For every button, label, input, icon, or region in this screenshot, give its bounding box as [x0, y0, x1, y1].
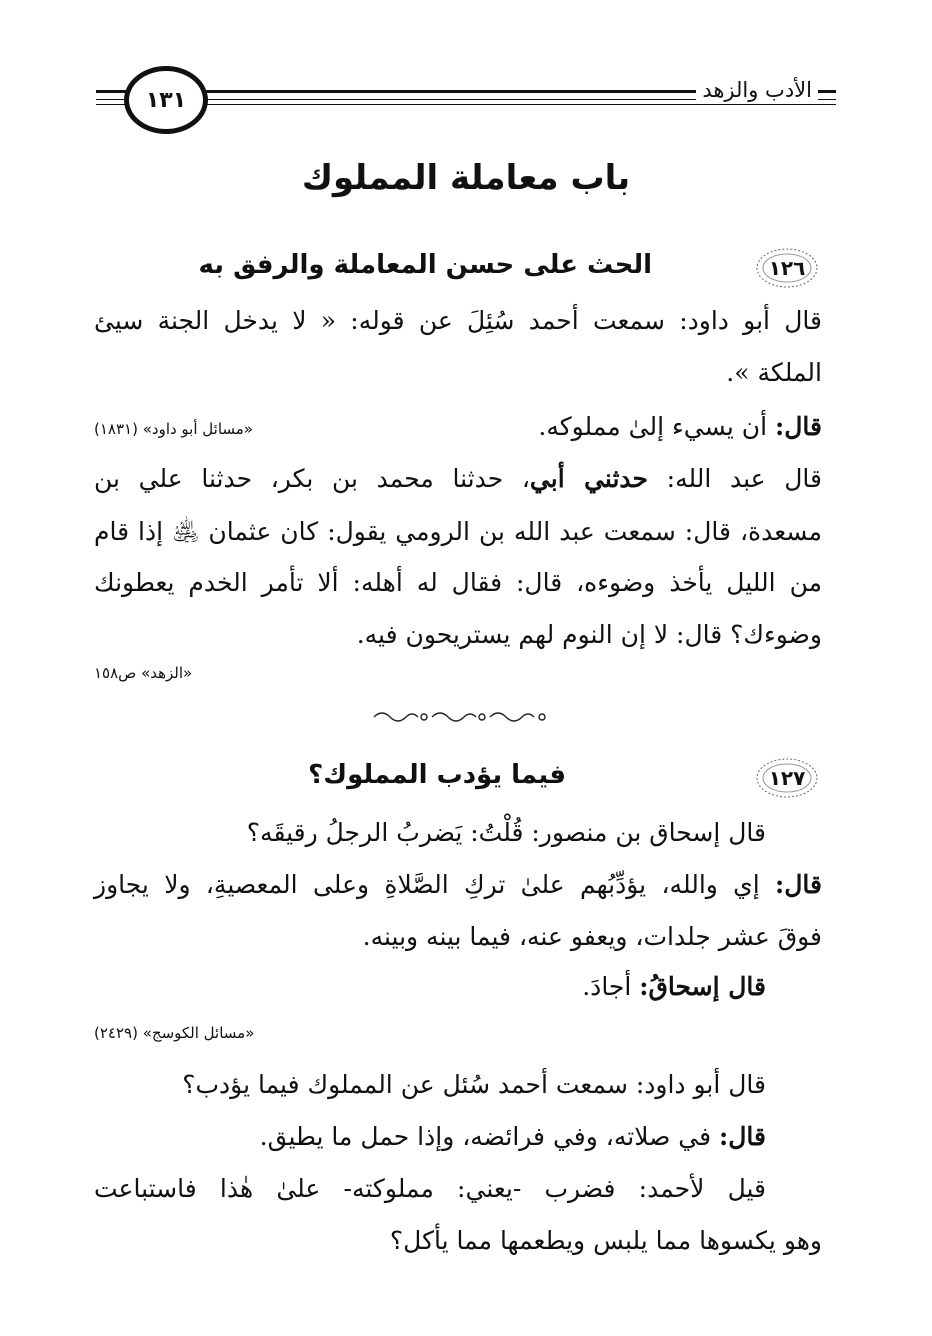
text-fragment: قال عبد الله: — [648, 464, 822, 493]
text-line: فوقَ عشر جلدات، ويعفو عنه، فيما بينه وبينه. — [362, 922, 822, 951]
text-line: قال أبو داود: سمعت أحمد سُئِلَ عن قوله: « لا يدخل الجنة سيئ — [94, 306, 822, 335]
section-number-badge — [754, 756, 820, 800]
ornament-divider-icon — [366, 706, 566, 728]
running-title: الأدب والزهد — [696, 78, 818, 102]
section-title: فيما يؤدب المملوك؟ — [308, 760, 566, 790]
page-number: ١٣١ — [124, 66, 208, 134]
section-number-badge — [754, 246, 820, 290]
chapter-title: باب معاملة المملوك — [301, 158, 631, 198]
text-line: قال إسحاق بن منصور: قُلْتُ: يَضربُ الرجلُ رقيقَه؟ — [246, 818, 766, 847]
text-line: من الليل يأخذ وضوءه، قال: فقال له أهله: ألا تأمر الخدم يعطونك — [94, 568, 822, 597]
text-line: الملكة ». — [726, 358, 822, 387]
text-line: وهو يكسوها مما يلبس ويطعمها مما يأكل؟ — [389, 1226, 822, 1255]
quote-text: أن يسيء إلىٰ مملوكه. — [538, 412, 776, 441]
section-number: ١٢٦ — [768, 256, 806, 280]
text-fragment: ، حدثنا محمد بن بكر، حدثنا علي بن — [94, 464, 530, 493]
text-fragment: أجادَ. — [582, 972, 640, 1001]
text-fragment: في صلاته، وفي فرائضه، وإذا حمل ما يطيق. — [259, 1122, 720, 1151]
section-number: ١٢٧ — [768, 766, 806, 790]
text-line — [94, 464, 822, 493]
text-line: وضوءك؟ قال: لا إن النوم لهم يستريحون فيه. — [356, 620, 822, 649]
speaker-label: قال: — [775, 870, 822, 899]
narration-phrase: حدثني أبي — [529, 464, 648, 493]
source-citation: «مسائل أبو داود» (١٨٣١) — [94, 420, 253, 438]
text-line — [582, 972, 766, 1001]
speaker-label: قال: — [775, 412, 822, 441]
text-line: قال أبو داود: سمعت أحمد سُئل عن المملوك فيما يؤدب؟ — [182, 1070, 766, 1099]
section-title: الحث على حسن المعاملة والرفق به — [198, 250, 652, 280]
text-line — [538, 412, 822, 441]
speaker-label: قال إسحاقُ: — [639, 972, 766, 1001]
source-citation: «الزهد» ص١٥٨ — [94, 664, 193, 682]
speaker-label: قال: — [719, 1122, 766, 1151]
text-line: مسعدة، قال: سمعت عبد الله بن الرومي يقول: كان عثمان ﵁ إذا قام — [94, 517, 822, 546]
text-line — [260, 1122, 766, 1151]
text-fragment: إي والله، يؤدِّبُهم علىٰ تركِ الصَّلاةِ وعلى المعصيةِ، ولا يجاوز — [94, 870, 776, 899]
text-line: قيل لأحمد: فضرب -يعني: مملوكته- علىٰ هٰذا فاستباعت — [94, 1174, 766, 1203]
text-line — [94, 870, 822, 899]
source-citation: «مسائل الكوسج» (٢٤٢٩) — [94, 1024, 255, 1042]
